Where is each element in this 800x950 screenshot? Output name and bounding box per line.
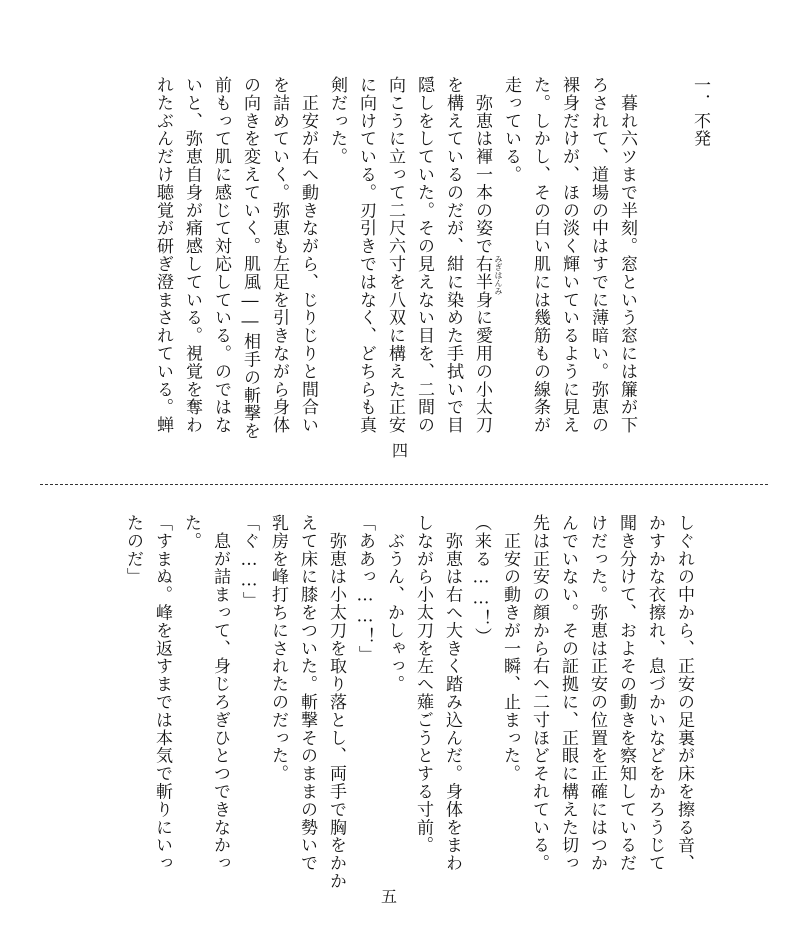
text-column: 正安の動きが一瞬、止まった。: [500, 514, 520, 783]
text-column: （来る……！）: [471, 514, 491, 646]
text-column: 弥恵は右へ大きく踏み込んだ。身体をまわ: [442, 514, 462, 872]
lower-page: [0, 484, 800, 950]
text-column: 弥恵は小太刀を取り落とし、両手で胸をかか: [326, 514, 346, 890]
text-column: [470, 76, 503, 435]
text-column: たのだ」: [123, 514, 143, 586]
chapter-heading: 一．不発: [690, 76, 710, 148]
text-column: 向こうに立って二尺六寸を八双に構えた正安: [385, 76, 405, 434]
text-column: しぐれの中から、正安の足裏が床を擦る音、: [674, 514, 694, 872]
text-column: 前もって肌に感じて対応している。のではな: [211, 76, 231, 434]
text-column: 正安が右へ動きながら、じりじりと間合い: [298, 76, 318, 434]
text-column: を構えているのだが、紺に染めた手拭いで目: [443, 76, 463, 434]
lower-page-number: 五: [380, 887, 397, 906]
upper-text-columns: [146, 76, 712, 440]
text-column: 剣だった。: [327, 76, 347, 166]
ruby-reading: みぎはんみ: [494, 255, 503, 295]
text-column: 聞き分けて、およその動きを察知しているだ: [616, 514, 636, 872]
text-column: 乳房を峰打ちにされたのだった。: [268, 514, 288, 783]
text-column: かすかな衣擦れ、息づかいなどをかろうじて: [645, 514, 665, 872]
text-column: いと、弥恵自身が痛感している。視覚を奪わ: [182, 76, 202, 434]
text-column: た。: [181, 514, 201, 550]
text-column: えて床に膝をついた。斬撃そのままの勢いで: [297, 514, 317, 872]
text-segment: に愛用の小太刀: [472, 308, 492, 435]
text-segment: 弥恵は褌一本の姿で: [472, 76, 492, 255]
text-column: んでいない。その証拠に、正眼に構えた切っ: [558, 514, 578, 872]
text-column: に向けている。刃引きではなく、どちらも真: [356, 76, 376, 434]
lower-text-columns: [116, 514, 696, 898]
text-column: れたぶんだけ聴覚が研ぎ澄まされている。蝉: [153, 76, 173, 434]
text-column: ぶうん、かしゃっ。: [384, 514, 404, 693]
text-column: 「ああっ……！」: [355, 514, 375, 664]
text-column: 隠しをしていた。その見えない目を、二間の: [414, 76, 434, 434]
text-column: 先は正安の顔から右へ二寸ほどそれている。: [529, 514, 549, 872]
text-column: しながら小太刀を左へ薙ごうとする寸前。: [413, 514, 433, 855]
text-column: 裸身だけが、ほの淡く輝いているように見え: [559, 76, 579, 434]
ruby-base: 右半身: [472, 255, 492, 309]
text-column: 走っている。: [501, 76, 521, 184]
blank-column: [644, 76, 668, 424]
ruby-group: [472, 255, 503, 309]
text-column: の向きを変えていく。肌風――相手の斬撃を: [240, 76, 260, 440]
text-column: 「すまぬ。峰を返すまでは本気で斬りにいっ: [152, 514, 172, 872]
text-column: 暮れ六ツまで半刻。窓という窓には簾が下: [617, 76, 637, 434]
text-column: 「ぐ……」: [239, 514, 259, 610]
text-column: ろされて、道場の中はすでに薄暗い。弥恵の: [588, 76, 608, 434]
text-column: 息が詰まって、身じろぎひとつできなかっ: [210, 514, 230, 872]
upper-page-number: 四: [391, 441, 408, 460]
text-column: けだった。弥恵は正安の位置を正確にはつか: [587, 514, 607, 872]
text-column: を詰めていく。弥恵も左足を引きながら身体: [269, 76, 289, 434]
text-column: た。しかし、その白い肌には幾筋もの線条が: [530, 76, 550, 434]
